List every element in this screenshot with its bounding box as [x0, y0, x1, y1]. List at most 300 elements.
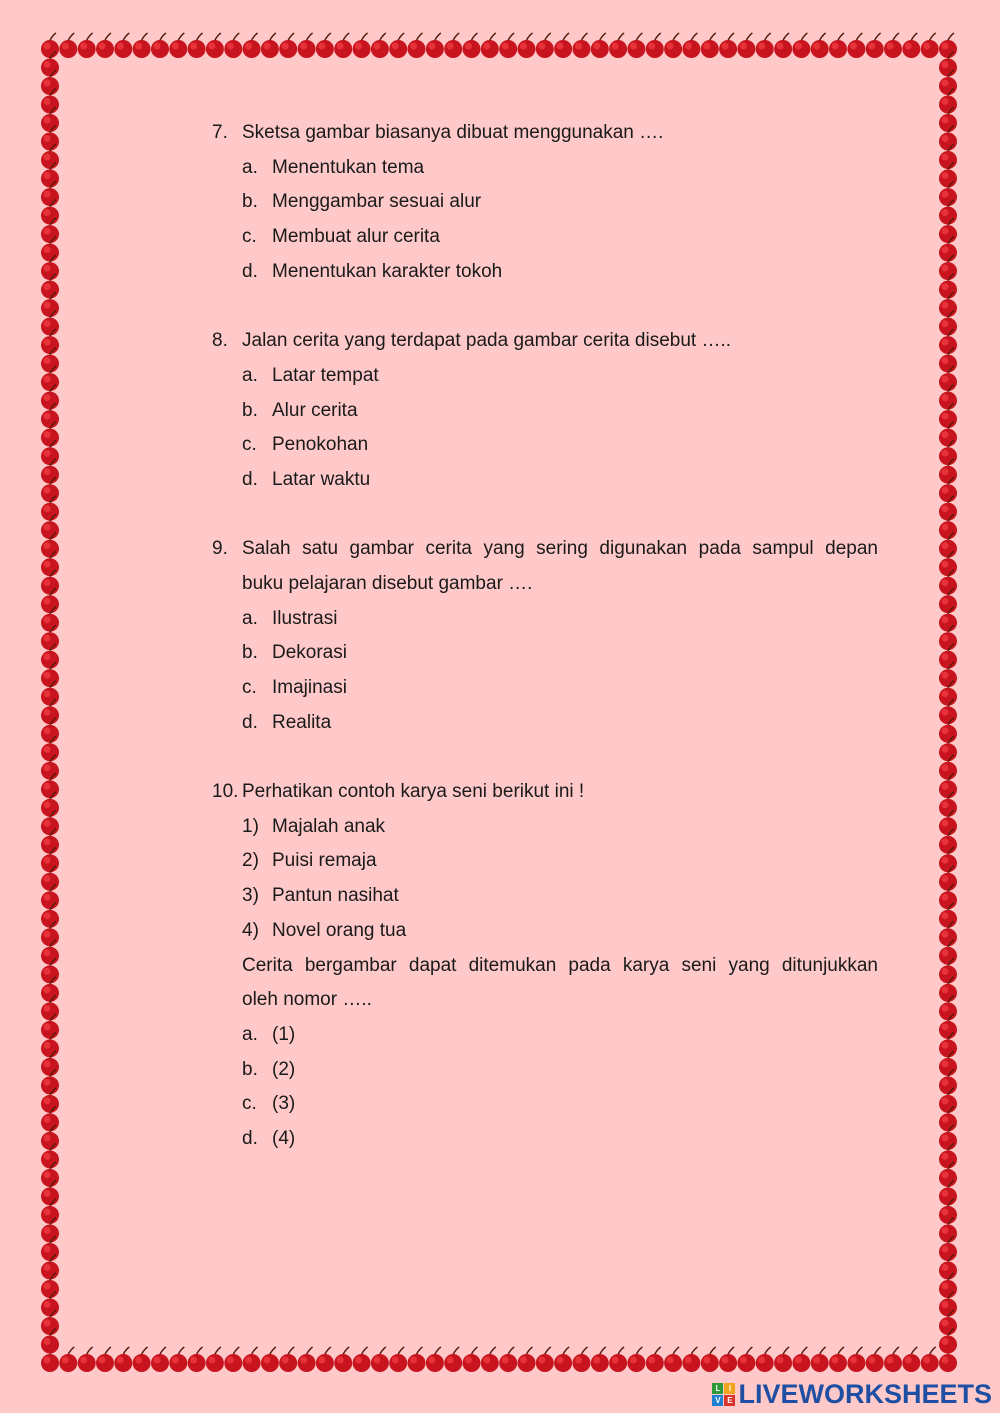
- apple-icon: [41, 200, 59, 225]
- apple-icon: [41, 1032, 59, 1057]
- apple-icon: [41, 348, 59, 373]
- apple-icon: [41, 847, 59, 872]
- question-text-continued: buku pelajaran disebut gambar ….: [242, 572, 533, 594]
- apple-icon: [41, 1199, 59, 1224]
- apple-icon: [939, 718, 957, 743]
- apple-icon: [939, 940, 957, 965]
- apple-icon: [41, 1329, 59, 1354]
- apple-icon: [224, 1347, 242, 1372]
- apple-icon: [41, 773, 59, 798]
- apple-icon: [646, 1347, 664, 1372]
- item-label: 3): [242, 885, 259, 907]
- apple-icon: [41, 311, 59, 336]
- apple-icon: [151, 1347, 169, 1372]
- apple-icon: [518, 1347, 536, 1372]
- list-item-2: [212, 846, 878, 881]
- option-b[interactable]: [212, 396, 878, 431]
- apple-icon: [169, 33, 187, 58]
- apple-icon: [133, 33, 151, 58]
- apple-icon: [41, 1273, 59, 1298]
- apple-icon: [939, 348, 957, 373]
- apple-icon: [939, 274, 957, 299]
- option-text: (2): [272, 1058, 296, 1080]
- option-text: Alur cerita: [272, 399, 358, 421]
- apple-icon: [536, 1347, 554, 1372]
- option-d[interactable]: [212, 1124, 878, 1159]
- apple-icon: [41, 699, 59, 724]
- apple-icon: [939, 903, 957, 928]
- apple-icon: [536, 33, 554, 58]
- apple-icon: [939, 477, 957, 502]
- apple-icon: [939, 551, 957, 576]
- apple-icon: [389, 1347, 407, 1372]
- list-item-3: [212, 881, 878, 916]
- apple-icon: [811, 1347, 829, 1372]
- question-number: 7.: [212, 122, 228, 143]
- option-a[interactable]: [212, 1020, 878, 1055]
- apple-icon: [939, 422, 957, 447]
- apple-icon: [939, 662, 957, 687]
- apple-icon: [737, 1347, 755, 1372]
- apple-icon: [41, 366, 59, 391]
- worksheet: [212, 118, 878, 1159]
- apple-icon: [41, 940, 59, 965]
- apple-icon: [41, 422, 59, 447]
- apple-icon: [939, 181, 957, 206]
- apple-icon: [756, 1347, 774, 1372]
- apple-icon: [41, 588, 59, 613]
- apple-icon: [41, 625, 59, 650]
- apple-icon: [939, 1292, 957, 1317]
- option-text: Menggambar sesuai alur: [272, 191, 482, 213]
- apple-icon: [481, 1347, 499, 1372]
- apple-icon: [463, 1347, 481, 1372]
- option-label: b.: [242, 399, 258, 421]
- apple-icon: [939, 1236, 957, 1261]
- apple-icon: [554, 33, 572, 58]
- option-text: Menentukan karakter tokoh: [272, 260, 503, 282]
- apple-icon: [939, 237, 957, 262]
- apple-icon: [41, 662, 59, 687]
- question-7: [212, 118, 878, 291]
- apple-icon: [151, 33, 169, 58]
- option-label: d.: [242, 711, 258, 733]
- logo-letter: L: [712, 1383, 723, 1394]
- apple-icon: [41, 736, 59, 761]
- apple-icon: [41, 181, 59, 206]
- apple-icon: [627, 33, 645, 58]
- apple-icon: [41, 403, 59, 428]
- apple-icon: [371, 33, 389, 58]
- apple-icon: [939, 755, 957, 780]
- apple-icon: [41, 274, 59, 299]
- apple-icon: [371, 1347, 389, 1372]
- apple-icon: [41, 440, 59, 465]
- item-label: 2): [242, 850, 259, 872]
- apple-icon: [829, 33, 847, 58]
- apple-icon: [41, 1125, 59, 1150]
- option-c[interactable]: [212, 673, 878, 708]
- apple-icon: [939, 1106, 957, 1131]
- apple-icon: [279, 33, 297, 58]
- apple-icon: [939, 829, 957, 854]
- apple-icon: [499, 33, 517, 58]
- apple-icon: [41, 921, 59, 946]
- apple-icon: [939, 496, 957, 521]
- option-a[interactable]: [212, 361, 878, 396]
- item-text: Majalah anak: [272, 815, 386, 837]
- apple-icon: [939, 977, 957, 1002]
- option-d[interactable]: [212, 257, 878, 292]
- apple-icon: [609, 1347, 627, 1372]
- apple-icon: [188, 1347, 206, 1372]
- apple-icon: [664, 1347, 682, 1372]
- apple-icon: [939, 107, 957, 132]
- option-label: a.: [242, 364, 258, 386]
- option-label: d.: [242, 1127, 258, 1149]
- apple-icon: [939, 311, 957, 336]
- question-number: 10.: [212, 781, 239, 803]
- apple-icon: [96, 1347, 114, 1372]
- apple-icon: [41, 977, 59, 1002]
- apple-icon: [939, 921, 957, 946]
- apple-icon: [426, 1347, 444, 1372]
- apple-icon: [41, 126, 59, 151]
- apple-icon: [41, 681, 59, 706]
- apple-icon: [939, 1162, 957, 1187]
- apple-icon: [939, 33, 957, 58]
- apple-icon: [41, 866, 59, 891]
- apple-icon: [41, 755, 59, 780]
- apple-icon: [939, 625, 957, 650]
- option-text: (1): [272, 1023, 296, 1045]
- option-label: d.: [242, 260, 258, 282]
- apple-icon: [408, 1347, 426, 1372]
- question-9: [212, 534, 878, 742]
- apple-icon: [591, 1347, 609, 1372]
- apple-icon: [939, 1329, 957, 1354]
- apple-icon: [316, 33, 334, 58]
- apple-icon: [78, 1347, 96, 1372]
- apple-icon: [939, 70, 957, 95]
- apple-icon: [939, 1218, 957, 1243]
- item-text: Puisi remaja: [272, 850, 377, 872]
- option-c[interactable]: [212, 222, 878, 257]
- apple-icon: [939, 459, 957, 484]
- logo-letter: E: [724, 1395, 735, 1406]
- apple-icon: [334, 1347, 352, 1372]
- apple-icon: [298, 33, 316, 58]
- apple-icon: [316, 1347, 334, 1372]
- apple-icon: [939, 440, 957, 465]
- apple-icon: [939, 163, 957, 188]
- apple-icon: [573, 1347, 591, 1372]
- apple-icon: [444, 1347, 462, 1372]
- apple-icon: [408, 33, 426, 58]
- apple-icon: [939, 1125, 957, 1150]
- apple-icon: [41, 1143, 59, 1168]
- apple-icon: [41, 385, 59, 410]
- apple-icon: [921, 1347, 939, 1372]
- apple-icon: [499, 1347, 517, 1372]
- apple-icon: [701, 33, 719, 58]
- apple-icon: [939, 866, 957, 891]
- apple-icon: [774, 1347, 792, 1372]
- apple-icon: [866, 1347, 884, 1372]
- apple-icon: [298, 1347, 316, 1372]
- logo-text: LIVEWORKSHEETS: [738, 1378, 992, 1409]
- apple-icon: [41, 1255, 59, 1280]
- item-label: 1): [242, 815, 259, 837]
- apple-icon: [41, 33, 59, 58]
- apple-icon: [627, 1347, 645, 1372]
- apple-icon: [41, 237, 59, 262]
- apple-icon: [41, 1310, 59, 1335]
- apple-icon: [829, 1347, 847, 1372]
- apple-icon: [939, 699, 957, 724]
- apple-icon: [41, 533, 59, 558]
- question-8: [212, 326, 878, 499]
- apple-icon: [41, 1162, 59, 1187]
- apple-icon: [41, 1106, 59, 1131]
- apple-icon: [682, 33, 700, 58]
- apple-icon: [939, 644, 957, 669]
- apple-icon: [884, 1347, 902, 1372]
- apple-icon: [41, 163, 59, 188]
- apple-icon: [224, 33, 242, 58]
- apple-icon: [78, 33, 96, 58]
- option-d[interactable]: [212, 708, 878, 743]
- apple-icon: [756, 33, 774, 58]
- apple-icon: [41, 70, 59, 95]
- apple-icon: [41, 514, 59, 539]
- list-item-4: [212, 916, 878, 951]
- apple-icon: [701, 1347, 719, 1372]
- apple-icon: [389, 33, 407, 58]
- apple-icon: [96, 33, 114, 58]
- item-text: Novel orang tua: [272, 919, 407, 941]
- apple-icon: [279, 1347, 297, 1372]
- apple-icon: [114, 33, 132, 58]
- apple-icon: [41, 810, 59, 835]
- question-text: Sketsa gambar biasanya dibuat menggunakan ….: [242, 122, 664, 143]
- apple-icon: [792, 33, 810, 58]
- apple-icon: [334, 33, 352, 58]
- apple-icon: [59, 1347, 77, 1372]
- apple-icon: [939, 607, 957, 632]
- apple-icon: [902, 33, 920, 58]
- apple-icon: [939, 1255, 957, 1280]
- option-text: (4): [272, 1127, 296, 1149]
- apple-icon: [939, 1347, 957, 1372]
- followup-text: Cerita bergambar dapat ditemukan pada karya seni yang ditunjukkan: [242, 954, 878, 976]
- apple-icon: [41, 329, 59, 354]
- list-item-1: [212, 812, 878, 847]
- apple-icon: [133, 1347, 151, 1372]
- option-b[interactable]: [212, 187, 878, 222]
- apple-icon: [939, 403, 957, 428]
- apple-icon: [939, 1199, 957, 1224]
- option-label: a.: [242, 1023, 258, 1045]
- apple-icon: [884, 33, 902, 58]
- apple-icon: [939, 89, 957, 114]
- apple-icon: [939, 1032, 957, 1057]
- apple-icon: [353, 1347, 371, 1372]
- option-d[interactable]: [212, 465, 878, 500]
- apple-icon: [41, 1180, 59, 1205]
- apple-icon: [737, 33, 755, 58]
- apple-icon: [206, 1347, 224, 1372]
- apple-icon: [41, 292, 59, 317]
- liveworksheets-logo: [712, 1379, 992, 1409]
- apple-icon: [591, 33, 609, 58]
- option-label: b.: [242, 642, 258, 664]
- apple-icon: [41, 644, 59, 669]
- apple-icon: [646, 33, 664, 58]
- apple-icon: [41, 218, 59, 243]
- item-label: 4): [242, 919, 259, 941]
- logo-grid-icon: [712, 1383, 735, 1406]
- apple-icon: [939, 385, 957, 410]
- apple-icon: [939, 533, 957, 558]
- apple-icon: [682, 1347, 700, 1372]
- apple-icon: [41, 607, 59, 632]
- apple-icon: [939, 884, 957, 909]
- apple-icon: [939, 514, 957, 539]
- apple-icon: [169, 1347, 187, 1372]
- apple-icon: [939, 218, 957, 243]
- apple-icon: [41, 1014, 59, 1039]
- apple-icon: [41, 1051, 59, 1076]
- apple-icon: [939, 736, 957, 761]
- option-b[interactable]: [212, 638, 878, 673]
- apple-icon: [41, 459, 59, 484]
- apple-icon: [41, 255, 59, 280]
- option-text: Membuat alur cerita: [272, 226, 440, 248]
- apple-icon: [719, 1347, 737, 1372]
- apple-icon: [243, 1347, 261, 1372]
- apple-icon: [939, 588, 957, 613]
- apple-icon: [939, 1014, 957, 1039]
- option-label: b.: [242, 191, 258, 213]
- option-b[interactable]: [212, 1055, 878, 1090]
- apple-icon: [939, 1143, 957, 1168]
- option-a[interactable]: [212, 604, 878, 639]
- option-text: Realita: [272, 711, 332, 733]
- option-text: Dekorasi: [272, 642, 347, 664]
- apple-icon: [41, 1347, 59, 1372]
- apple-icon: [41, 52, 59, 77]
- apple-icon: [41, 1292, 59, 1317]
- apple-icon: [41, 995, 59, 1020]
- apple-icon: [41, 718, 59, 743]
- apple-icon: [939, 681, 957, 706]
- option-c[interactable]: [212, 1089, 878, 1124]
- apple-icon: [243, 33, 261, 58]
- apple-icon: [554, 1347, 572, 1372]
- apple-icon: [41, 551, 59, 576]
- apple-icon: [41, 903, 59, 928]
- apple-icon: [463, 33, 481, 58]
- apple-icon: [921, 33, 939, 58]
- apple-icon: [939, 847, 957, 872]
- apple-icon: [939, 792, 957, 817]
- option-label: a.: [242, 156, 258, 178]
- apple-icon: [426, 33, 444, 58]
- apple-icon: [939, 1051, 957, 1076]
- logo-letter: I: [724, 1383, 735, 1394]
- apple-icon: [41, 1218, 59, 1243]
- apple-icon: [939, 366, 957, 391]
- option-label: b.: [242, 1058, 258, 1080]
- option-label: a.: [242, 607, 258, 629]
- question-text: Perhatikan contoh karya seni berikut ini !: [242, 781, 585, 803]
- apple-icon: [866, 33, 884, 58]
- apple-icon: [939, 1069, 957, 1094]
- question-number: 8.: [212, 330, 228, 352]
- apple-icon: [444, 33, 462, 58]
- apple-icon: [939, 1310, 957, 1335]
- option-text: (3): [272, 1093, 296, 1115]
- apple-icon: [774, 33, 792, 58]
- apple-icon: [41, 1088, 59, 1113]
- apple-icon: [939, 958, 957, 983]
- apple-icon: [41, 1069, 59, 1094]
- apple-icon: [41, 89, 59, 114]
- apple-icon: [939, 292, 957, 317]
- apple-icon: [939, 255, 957, 280]
- apple-icon: [939, 1273, 957, 1298]
- apple-icon: [847, 33, 865, 58]
- apple-icon: [664, 33, 682, 58]
- followup-text-continued: oleh nomor …..: [242, 989, 372, 1011]
- option-label: c.: [242, 1093, 257, 1115]
- option-label: c.: [242, 226, 257, 248]
- apple-icon: [939, 52, 957, 77]
- option-text: Imajinasi: [272, 677, 347, 698]
- option-c[interactable]: [212, 430, 878, 465]
- apple-icon: [261, 33, 279, 58]
- item-text: Pantun nasihat: [272, 885, 399, 907]
- apple-icon: [41, 958, 59, 983]
- apple-icon: [792, 1347, 810, 1372]
- apple-icon: [41, 884, 59, 909]
- apple-icon: [939, 1180, 957, 1205]
- apple-icon: [41, 792, 59, 817]
- apple-icon: [188, 33, 206, 58]
- option-text: Latar tempat: [272, 364, 379, 386]
- apple-icon: [939, 773, 957, 798]
- option-text: Latar waktu: [272, 468, 371, 490]
- option-a[interactable]: [212, 153, 878, 188]
- apple-icon: [939, 570, 957, 595]
- apple-icon: [902, 1347, 920, 1372]
- apple-icon: [939, 144, 957, 169]
- apple-icon: [41, 477, 59, 502]
- option-text: Penokohan: [272, 434, 369, 456]
- apple-icon: [939, 126, 957, 151]
- apple-icon: [939, 329, 957, 354]
- apple-icon: [41, 1236, 59, 1261]
- option-label: c.: [242, 677, 257, 698]
- question-number: 9.: [212, 538, 228, 560]
- apple-icon: [59, 33, 77, 58]
- apple-icon: [811, 33, 829, 58]
- apple-icon: [41, 570, 59, 595]
- question-text: Jalan cerita yang terdapat pada gambar cerita disebut …..: [242, 330, 732, 352]
- apple-icon: [114, 1347, 132, 1372]
- option-label: d.: [242, 468, 258, 490]
